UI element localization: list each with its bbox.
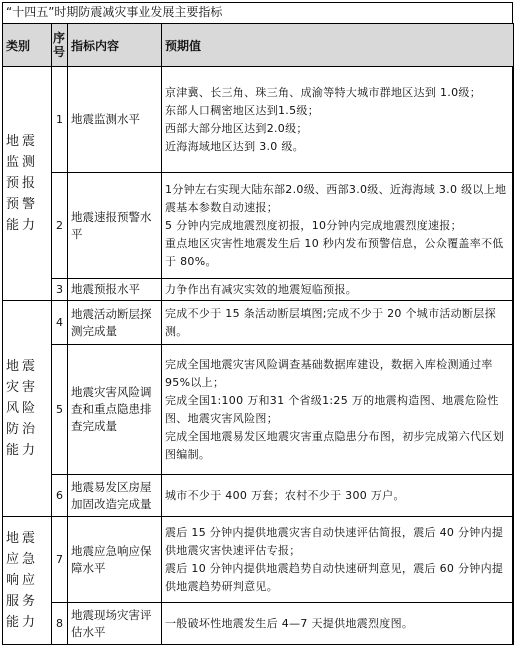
target-cell <box>162 279 514 301</box>
indicator-cell: 地震易发区房屋加固改造完成量 <box>68 475 162 517</box>
indicator-cell: 地震速报预警水平 <box>68 173 162 279</box>
target-line: 完成不少于 15 条活动断层填图;完成不少于 20 个城市活动断层探测。 <box>165 306 496 338</box>
category-cell: 地震应急响应服务能力 <box>3 517 52 645</box>
target-line: 京津冀、长三角、珠三角、成渝等特大城市群地区达到 1.0级； <box>165 85 481 99</box>
target-line: 西部大部分地区达到2.0级； <box>165 121 308 135</box>
target-line: 震后 10 分钟内提供地震趋势自动快速研判意见，震后 60 分钟内提供地震趋势研判意见。 <box>165 561 504 593</box>
target-line: 重点地区灾害性地震发生后 10 秒内发布预警信息，公众覆盖率不低于 80%。 <box>165 236 504 268</box>
seq-cell: 2 <box>52 173 68 279</box>
table-row <box>3 279 514 301</box>
indicator-cell: 地震灾害风险调查和重点隐患排查完成量 <box>68 345 162 475</box>
table-row <box>3 475 514 517</box>
target-cell <box>162 345 514 475</box>
header-seq: 序号 <box>52 24 68 67</box>
indicator-cell: 地震应急响应保障水平 <box>68 517 162 603</box>
target-cell <box>162 475 514 517</box>
target-line: 近海海域地区达到 3.0 级。 <box>165 139 304 153</box>
indicator-cell: 地震现场灾害评估水平 <box>68 603 162 645</box>
indicators-table <box>2 23 514 645</box>
seq-cell: 8 <box>52 603 68 645</box>
table-row <box>3 517 514 603</box>
seq-cell: 7 <box>52 517 68 603</box>
target-line: 5 分钟内完成地震烈度初报，10分钟内完成地震烈度速报； <box>165 218 462 232</box>
indicator-cell: 地震监测水平 <box>68 67 162 173</box>
header-target: 预期值 <box>162 24 514 67</box>
header-row <box>3 24 514 67</box>
category-cell: 地震监测预报预警能力 <box>3 67 52 301</box>
header-indicator: 指标内容 <box>68 24 162 67</box>
table-row <box>3 345 514 475</box>
target-line: 力争作出有减灾实效的地震短临预报。 <box>165 282 358 296</box>
table-row <box>3 603 514 645</box>
target-line: 1分钟左右实现大陆东部2.0级、西部3.0级、近海海域 3.0 级以上地震基本参数自动速报； <box>165 182 507 214</box>
header-category: 类别 <box>3 24 52 67</box>
indicator-cell: 地震预报水平 <box>68 279 162 301</box>
target-line: 完成全国地震易发区地震灾害重点隐患分布图，初步完成第六代区划图编制。 <box>165 429 504 461</box>
target-line: 城市不少于 400 万套；农村不少于 300 万户。 <box>165 488 405 502</box>
target-cell <box>162 173 514 279</box>
target-cell <box>162 603 514 645</box>
seq-cell: 5 <box>52 345 68 475</box>
seq-cell: 4 <box>52 301 68 345</box>
target-line: 完成全国地震灾害风险调查基础数据库建设，数据入库检测通过率 95%以上； <box>165 357 493 389</box>
table-title: “十四五”时期防震减灾事业发展主要指标 <box>6 5 223 19</box>
table-row <box>3 173 514 279</box>
category-cell: 地震灾害风险防治能力 <box>3 301 52 517</box>
seq-cell: 1 <box>52 67 68 173</box>
target-line: 东部人口稠密地区达到1.5级； <box>165 103 319 117</box>
target-line: 震后 15 分钟内提供地震灾害自动快速评估简报，震后 40 分钟内提供地震灾害快速评估专报； <box>165 525 504 557</box>
indicator-cell: 地震活动断层探测完成量 <box>68 301 162 345</box>
target-cell <box>162 517 514 603</box>
table-row <box>3 301 514 345</box>
target-cell <box>162 301 514 345</box>
target-line: 完成全国1:100 万和31 个省级1:25 万的地震构造图、地震危险性图、地震灾害风险图； <box>165 393 499 425</box>
target-line: 一般破坏性地震发生后 4—7 天提供地震烈度图。 <box>165 616 414 630</box>
seq-cell: 3 <box>52 279 68 301</box>
seq-cell: 6 <box>52 475 68 517</box>
target-cell <box>162 67 514 173</box>
table-row <box>3 67 514 173</box>
